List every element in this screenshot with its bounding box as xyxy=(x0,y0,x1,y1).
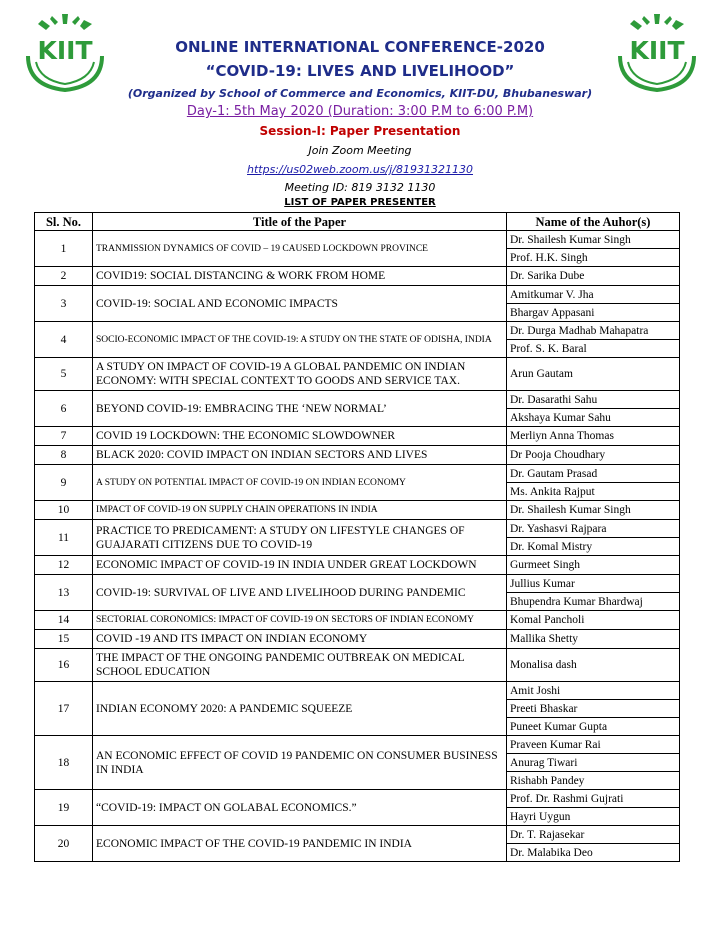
conference-theme: “COVID-19: LIVES AND LIVELIHOOD” xyxy=(205,62,515,80)
serial-number: 11 xyxy=(35,520,93,556)
paper-title: AN ECONOMIC EFFECT OF COVID 19 PANDEMIC ON CONSUMER BUSINESS IN INDIA xyxy=(93,736,507,790)
header-sl-no: Sl. No. xyxy=(35,213,93,231)
author-name: Akshaya Kumar Sahu xyxy=(507,409,680,427)
table-row xyxy=(35,630,680,649)
paper-title: PRACTICE TO PREDICAMENT: A STUDY ON LIFESTYLE CHANGES OF GUAJARATI CITIZENS DUE TO COVID-19 xyxy=(93,520,507,556)
organizer-line: (Organized by School of Commerce and Economics, KIIT-DU, Bhubaneswar) xyxy=(127,87,593,100)
author-name: Dr. Dasarathi Sahu xyxy=(507,391,680,409)
serial-number: 18 xyxy=(35,736,93,790)
author-name: Preeti Bhaskar xyxy=(507,700,680,718)
author-name: Prof. Dr. Rashmi Gujrati xyxy=(507,790,680,808)
table-row xyxy=(35,391,680,409)
serial-number: 16 xyxy=(35,649,93,682)
serial-number: 19 xyxy=(35,790,93,826)
author-name: Arun Gautam xyxy=(507,358,680,391)
paper-title: COVID-19: SOCIAL AND ECONOMIC IMPACTS xyxy=(93,286,507,322)
paper-title: ECONOMIC IMPACT OF COVID-19 IN INDIA UNDER GREAT LOCKDOWN xyxy=(93,556,507,575)
paper-title: ECONOMIC IMPACT OF THE COVID-19 PANDEMIC IN INDIA xyxy=(93,826,507,862)
serial-number: 2 xyxy=(35,267,93,286)
conference-title: ONLINE INTERNATIONAL CONFERENCE-2020 xyxy=(175,38,545,56)
author-name: Praveen Kumar Rai xyxy=(507,736,680,754)
paper-title: COVID -19 AND ITS IMPACT ON INDIAN ECONOMY xyxy=(93,630,507,649)
table-row xyxy=(35,465,680,483)
table-row xyxy=(35,267,680,286)
header-author-names: Name of the Auhor(s) xyxy=(507,213,680,231)
paper-title: BEYOND COVID-19: EMBRACING THE ‘NEW NORMAL’ xyxy=(93,391,507,427)
serial-number: 5 xyxy=(35,358,93,391)
table-row xyxy=(35,322,680,340)
author-name: Jullius Kumar xyxy=(507,575,680,593)
author-name: Dr. Sarika Dube xyxy=(507,267,680,286)
serial-number: 12 xyxy=(35,556,93,575)
author-name: Prof. S. K. Baral xyxy=(507,340,680,358)
table-row xyxy=(35,286,680,304)
paper-title: INDIAN ECONOMY 2020: A PANDEMIC SQUEEZE xyxy=(93,682,507,736)
day-schedule: Day-1: 5th May 2020 (Duration: 3:00 P.M to 6:00 P.M) xyxy=(186,104,534,119)
paper-title: SECTORIAL CORONOMICS: IMPACT OF COVID-19 ON SECTORS OF INDIAN ECONOMY xyxy=(93,611,507,630)
author-name: Dr. Durga Madhab Mahapatra xyxy=(507,322,680,340)
table-header-row xyxy=(35,213,680,231)
serial-number: 1 xyxy=(35,231,93,267)
table-row xyxy=(35,826,680,844)
author-name: Bhargav Appasani xyxy=(507,304,680,322)
author-name: Amitkumar V. Jha xyxy=(507,286,680,304)
serial-number: 7 xyxy=(35,427,93,446)
table-row xyxy=(35,649,680,682)
table-row xyxy=(35,682,680,700)
author-name: Prof. H.K. Singh xyxy=(507,249,680,267)
paper-title: COVID-19: SURVIVAL OF LIVE AND LIVELIHOOD DURING PANDEMIC xyxy=(93,575,507,611)
table-row xyxy=(35,231,680,249)
zoom-link[interactable]: https://us02web.zoom.us/j/81931321130 xyxy=(247,163,473,176)
serial-number: 8 xyxy=(35,446,93,465)
serial-number: 6 xyxy=(35,391,93,427)
author-name: Amit Joshi xyxy=(507,682,680,700)
author-name: Merliyn Anna Thomas xyxy=(507,427,680,446)
table-row xyxy=(35,736,680,754)
kiit-logo-right-text: KIIT xyxy=(629,36,685,65)
paper-title: COVID19: SOCIAL DISTANCING & WORK FROM HOME xyxy=(93,267,507,286)
serial-number: 15 xyxy=(35,630,93,649)
serial-number: 17 xyxy=(35,682,93,736)
serial-number: 13 xyxy=(35,575,93,611)
list-title: LIST OF PAPER PRESENTER xyxy=(284,197,436,208)
serial-number: 9 xyxy=(35,465,93,501)
author-name: Puneet Kumar Gupta xyxy=(507,718,680,736)
table-row xyxy=(35,790,680,808)
author-name: Dr. Komal Mistry xyxy=(507,538,680,556)
serial-number: 14 xyxy=(35,611,93,630)
paper-title: A STUDY ON POTENTIAL IMPACT OF COVID-19 ON INDIAN ECONOMY xyxy=(93,465,507,501)
paper-title: SOCIO-ECONOMIC IMPACT OF THE COVID-19: A STUDY ON THE STATE OF ODISHA, INDIA xyxy=(93,322,507,358)
table-row xyxy=(35,575,680,593)
meeting-id: Meeting ID: 819 3132 1130 xyxy=(284,181,436,194)
serial-number: 10 xyxy=(35,501,93,520)
paper-title: BLACK 2020: COVID IMPACT ON INDIAN SECTORS AND LIVES xyxy=(93,446,507,465)
serial-number: 4 xyxy=(35,322,93,358)
serial-number: 20 xyxy=(35,826,93,862)
author-name: Mallika Shetty xyxy=(507,630,680,649)
paper-title: “COVID-19: IMPACT ON GOLABAL ECONOMICS.” xyxy=(93,790,507,826)
author-name: Monalisa dash xyxy=(507,649,680,682)
author-name: Dr. Gautam Prasad xyxy=(507,465,680,483)
author-name: Hayri Uygun xyxy=(507,808,680,826)
serial-number: 3 xyxy=(35,286,93,322)
table-row xyxy=(35,446,680,465)
author-name: Dr. Shailesh Kumar Singh xyxy=(507,501,680,520)
author-name: Ms. Ankita Rajput xyxy=(507,483,680,501)
table-row xyxy=(35,427,680,446)
session-title: Session-I: Paper Presentation xyxy=(259,124,461,138)
paper-title: A STUDY ON IMPACT OF COVID-19 A GLOBAL PANDEMIC ON INDIAN ECONOMY: WITH SPECIAL CONTEXT TO GOODS AND SERVICE TAX. xyxy=(93,358,507,391)
join-zoom-label: Join Zoom Meeting xyxy=(308,144,412,157)
presenter-table xyxy=(34,212,680,862)
author-name: Dr. Yashasvi Rajpara xyxy=(507,520,680,538)
paper-title: THE IMPACT OF THE ONGOING PANDEMIC OUTBREAK ON MEDICAL SCHOOL EDUCATION xyxy=(93,649,507,682)
table-row xyxy=(35,358,680,391)
author-name: Anurag Tiwari xyxy=(507,754,680,772)
table-row xyxy=(35,611,680,630)
author-name: Rishabh Pandey xyxy=(507,772,680,790)
kiit-logo-left-text: KIIT xyxy=(37,36,93,65)
paper-title: COVID 19 LOCKDOWN: THE ECONOMIC SLOWDOWNER xyxy=(93,427,507,446)
author-name: Dr. T. Rajasekar xyxy=(507,826,680,844)
table-row xyxy=(35,501,680,520)
table-row xyxy=(35,556,680,575)
author-name: Komal Pancholi xyxy=(507,611,680,630)
table-row xyxy=(35,520,680,538)
header-paper-title: Title of the Paper xyxy=(93,213,507,231)
paper-title: IMPACT OF COVID-19 ON SUPPLY CHAIN OPERATIONS IN INDIA xyxy=(93,501,507,520)
author-name: Dr. Malabika Deo xyxy=(507,844,680,862)
paper-title: TRANMISSION DYNAMICS OF COVID – 19 CAUSED LOCKDOWN PROVINCE xyxy=(93,231,507,267)
author-name: Dr Pooja Choudhary xyxy=(507,446,680,465)
author-name: Bhupendra Kumar Bhardwaj xyxy=(507,593,680,611)
author-name: Gurmeet Singh xyxy=(507,556,680,575)
author-name: Dr. Shailesh Kumar Singh xyxy=(507,231,680,249)
